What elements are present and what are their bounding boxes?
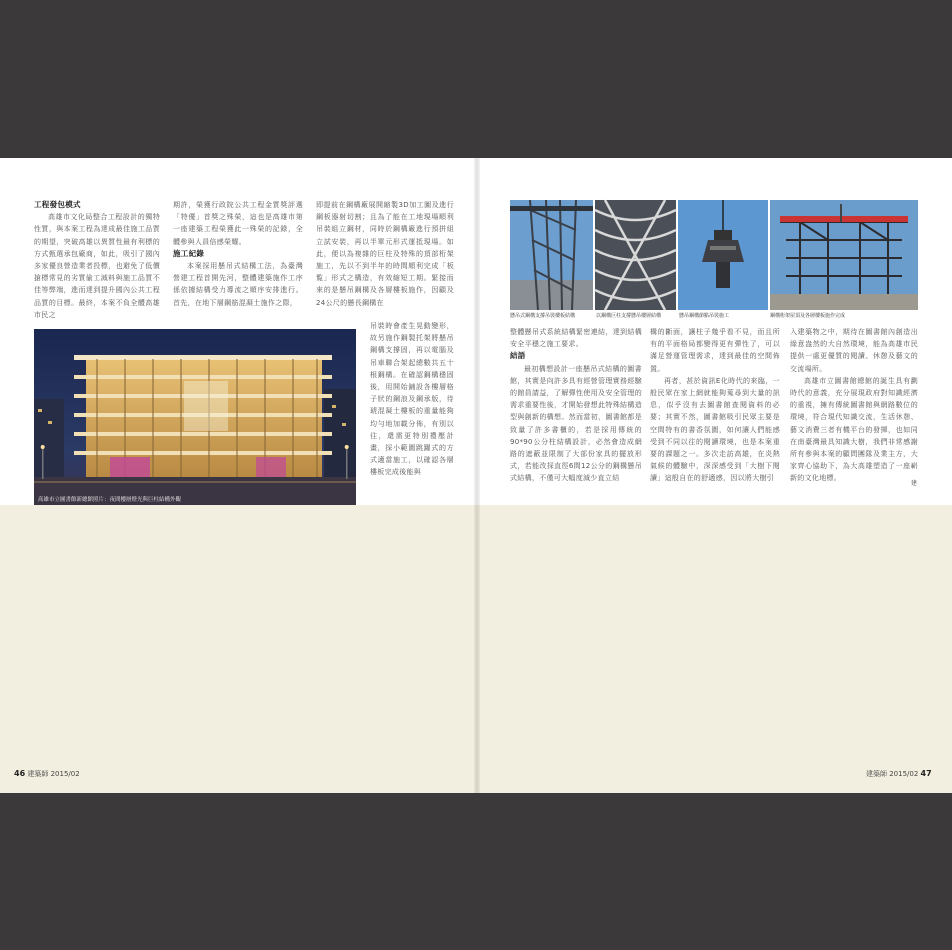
thumb-photo-2 bbox=[595, 200, 676, 310]
end-mark: 建 bbox=[911, 480, 918, 487]
paragraph: 整體懸吊式系統結構緊密連結，達到結構安全平穩之施工要求。 bbox=[510, 328, 642, 349]
paragraph: 高雄市立圖書館總館的誕生具有劃時代的意義，充分展現政府對知識經濟的重視，擁有傳統圖書館與網路數位的環境，符合現代知識交流，生活休憩、藝文消費三者有機平台的發揮，也如同在南臺灣最具知識大樹，我們非常感謝所有參與本案的顧問團隊及業主方，大家齊心協助下，為大高雄塑造了一座嶄新的文化地標。 bbox=[790, 376, 918, 483]
section-heading-bidding: 工程發包模式 bbox=[34, 200, 81, 209]
folio-right bbox=[866, 769, 932, 779]
paragraph: 即提前在鋼構廠展開縮製3D加工圖及進行鋼板器射切割；且為了能在工地現場順利吊裝組立鋼材，同時於鋼構廠進行預拼組立試安裝，再以半單元形式運抵現場。如此，便以為複雜的巨柱及特殊的頂部桁架施工，先以不到半年的時間順利完成「板覧」形式之構造，有效縮短工期。緊接而來的是懸吊鋼構及各層樓板施作，因顧及24公尺的懸長鋼構在 bbox=[316, 201, 454, 307]
main-photo-caption: 高雄市立圖書館新總館照片：夜間樓層燈光與巨柱結構外觀 bbox=[38, 497, 182, 503]
paragraph: 期許，榮獲行政院公共工程金質獎評選「特優」首獎之殊榮，這也是高雄市第一座建築工程榮獲此一殊榮的記錄，全體參與人員倍感榮耀。 bbox=[173, 201, 303, 246]
folio-left bbox=[14, 769, 80, 779]
truss-column-illustration bbox=[595, 200, 676, 310]
paragraph: 入建築物之中，期待在圖書館內創造出綠意盎然的大自然環境，能為高雄市民提供一處更優質的閱讀、休憩及藝文的交流場所。 bbox=[790, 328, 918, 373]
thumb-photo-3 bbox=[678, 200, 768, 310]
paragraph: 本案採用懸吊式結構工法，為臺灣營建工程首開先河，整體建築施作工序係依據結構受力導流之順序安排進行。首先，在地下層鋼筋混凝土施作之際， bbox=[173, 262, 303, 307]
thumb-caption-4: 鋼構桁架屋頂及各層樓板施作完成 bbox=[770, 313, 846, 319]
steel-column-illustration bbox=[510, 200, 593, 310]
right-column-3 bbox=[790, 326, 918, 483]
left-column-2 bbox=[173, 199, 303, 319]
right-column-1 bbox=[510, 326, 642, 494]
left-column-3-top bbox=[316, 199, 454, 319]
page-number-left: 46 bbox=[14, 769, 26, 778]
paragraph: 再者，甚於資訊E化時代的來臨，一般民眾在家上網就能夠蒐尋到大量的訊息，似乎沒有去圖書館查閱資料的必要；其實不然，圖書館吸引民眾主要是空間特有的書香氛圍，如何讓人們能感受到不同以往的閱讀環境，也是本案重要的課題之一。多次走訪高雄，在炎熱氣候的體驗中，深深感受到「大樹下閱讀」這般自在的舒適感，因以將大樹引 bbox=[650, 376, 780, 483]
section-heading-construction: 施工紀錄 bbox=[173, 248, 205, 258]
page-number-right: 47 bbox=[920, 769, 932, 778]
folio-title-right: 建築師 2015/02 bbox=[866, 770, 919, 778]
page-gutter bbox=[474, 158, 480, 793]
left-column-3-bottom bbox=[370, 320, 454, 492]
magazine-spread bbox=[0, 158, 952, 793]
right-column-2 bbox=[650, 326, 780, 494]
top-dark-band bbox=[0, 0, 952, 158]
thumb-photo-4 bbox=[770, 200, 918, 310]
thumb-caption-1: 懸吊式鋼構支撐吊裝樓板結構 bbox=[510, 313, 576, 319]
crane-node-illustration bbox=[678, 200, 768, 310]
thumb-caption-3: 懸吊鋼構節點吊裝施工 bbox=[679, 313, 730, 319]
building-frame-illustration bbox=[770, 200, 918, 310]
paragraph: 最初構想設計一座懸吊式結構的圖書館，其實是向許多具有經營管理實務經驗的館員請益，了解彈性使用及安全管理的需求重要性後，才開始發想此特殊結構造型與創新的構想。然而當初，圖書館都是致量了許多書櫃的，若是採用傳統的90*90公分柱結構設計，必然會造成網路的遮蔽並限制了大部份家具的擺放形式，若能改採直徑6間12公分的鋼構懸吊式結構，不僅可大幅度減少直立結 bbox=[510, 364, 642, 483]
thumb-photo-1 bbox=[510, 200, 593, 310]
bottom-dark-band bbox=[0, 793, 952, 950]
left-column-1 bbox=[34, 199, 160, 319]
folio-title-left: 建築師 2015/02 bbox=[27, 770, 80, 778]
library-building-illustration bbox=[34, 329, 356, 505]
thumb-caption-2: 以鋼構巨柱支撐懸吊樓層結構 bbox=[596, 313, 662, 319]
section-heading-conclusion: 結語 bbox=[510, 351, 526, 361]
paragraph: 高雄市文化局整合工程設計的獨特性質，與本案工程為達成最佳施工品質的期望，突破高雄以異質性最有利標的方式甄選承包廠商，如此，吸引了國內多家優良營造業者投標，也避免了低價搶標常見的劣質偷工減料與施工品質不佳等弊端，進而達到提升國內公共工程品質的目標。最終，本案不負全體高雄市民之 bbox=[34, 213, 160, 319]
library-night-photo bbox=[34, 329, 356, 505]
paragraph: 吊裝時會產生晃動變形，故另施作鋼製托架將懸吊鋼構支撐固，再以電腦及吊車聯合架起總數共五十根鋼構。在確認鋼構穩固後，用開始鋪設各樓層格子狀的鋼浪及鋼承版，待琥混凝土樓板的重量能夠均勻地加載分佈，有別以往，還需更特別禮壓計畫，採小範圍跳躍式的方式適當施工，以確認各層樓板完成後能與 bbox=[370, 322, 454, 477]
paragraph: 構的斷面，讓柱子幾乎看不見，而且所有的平面格局都變得更有彈性了，可以滿足營運管理需求，達到最佳的空間佈置。 bbox=[650, 328, 780, 373]
